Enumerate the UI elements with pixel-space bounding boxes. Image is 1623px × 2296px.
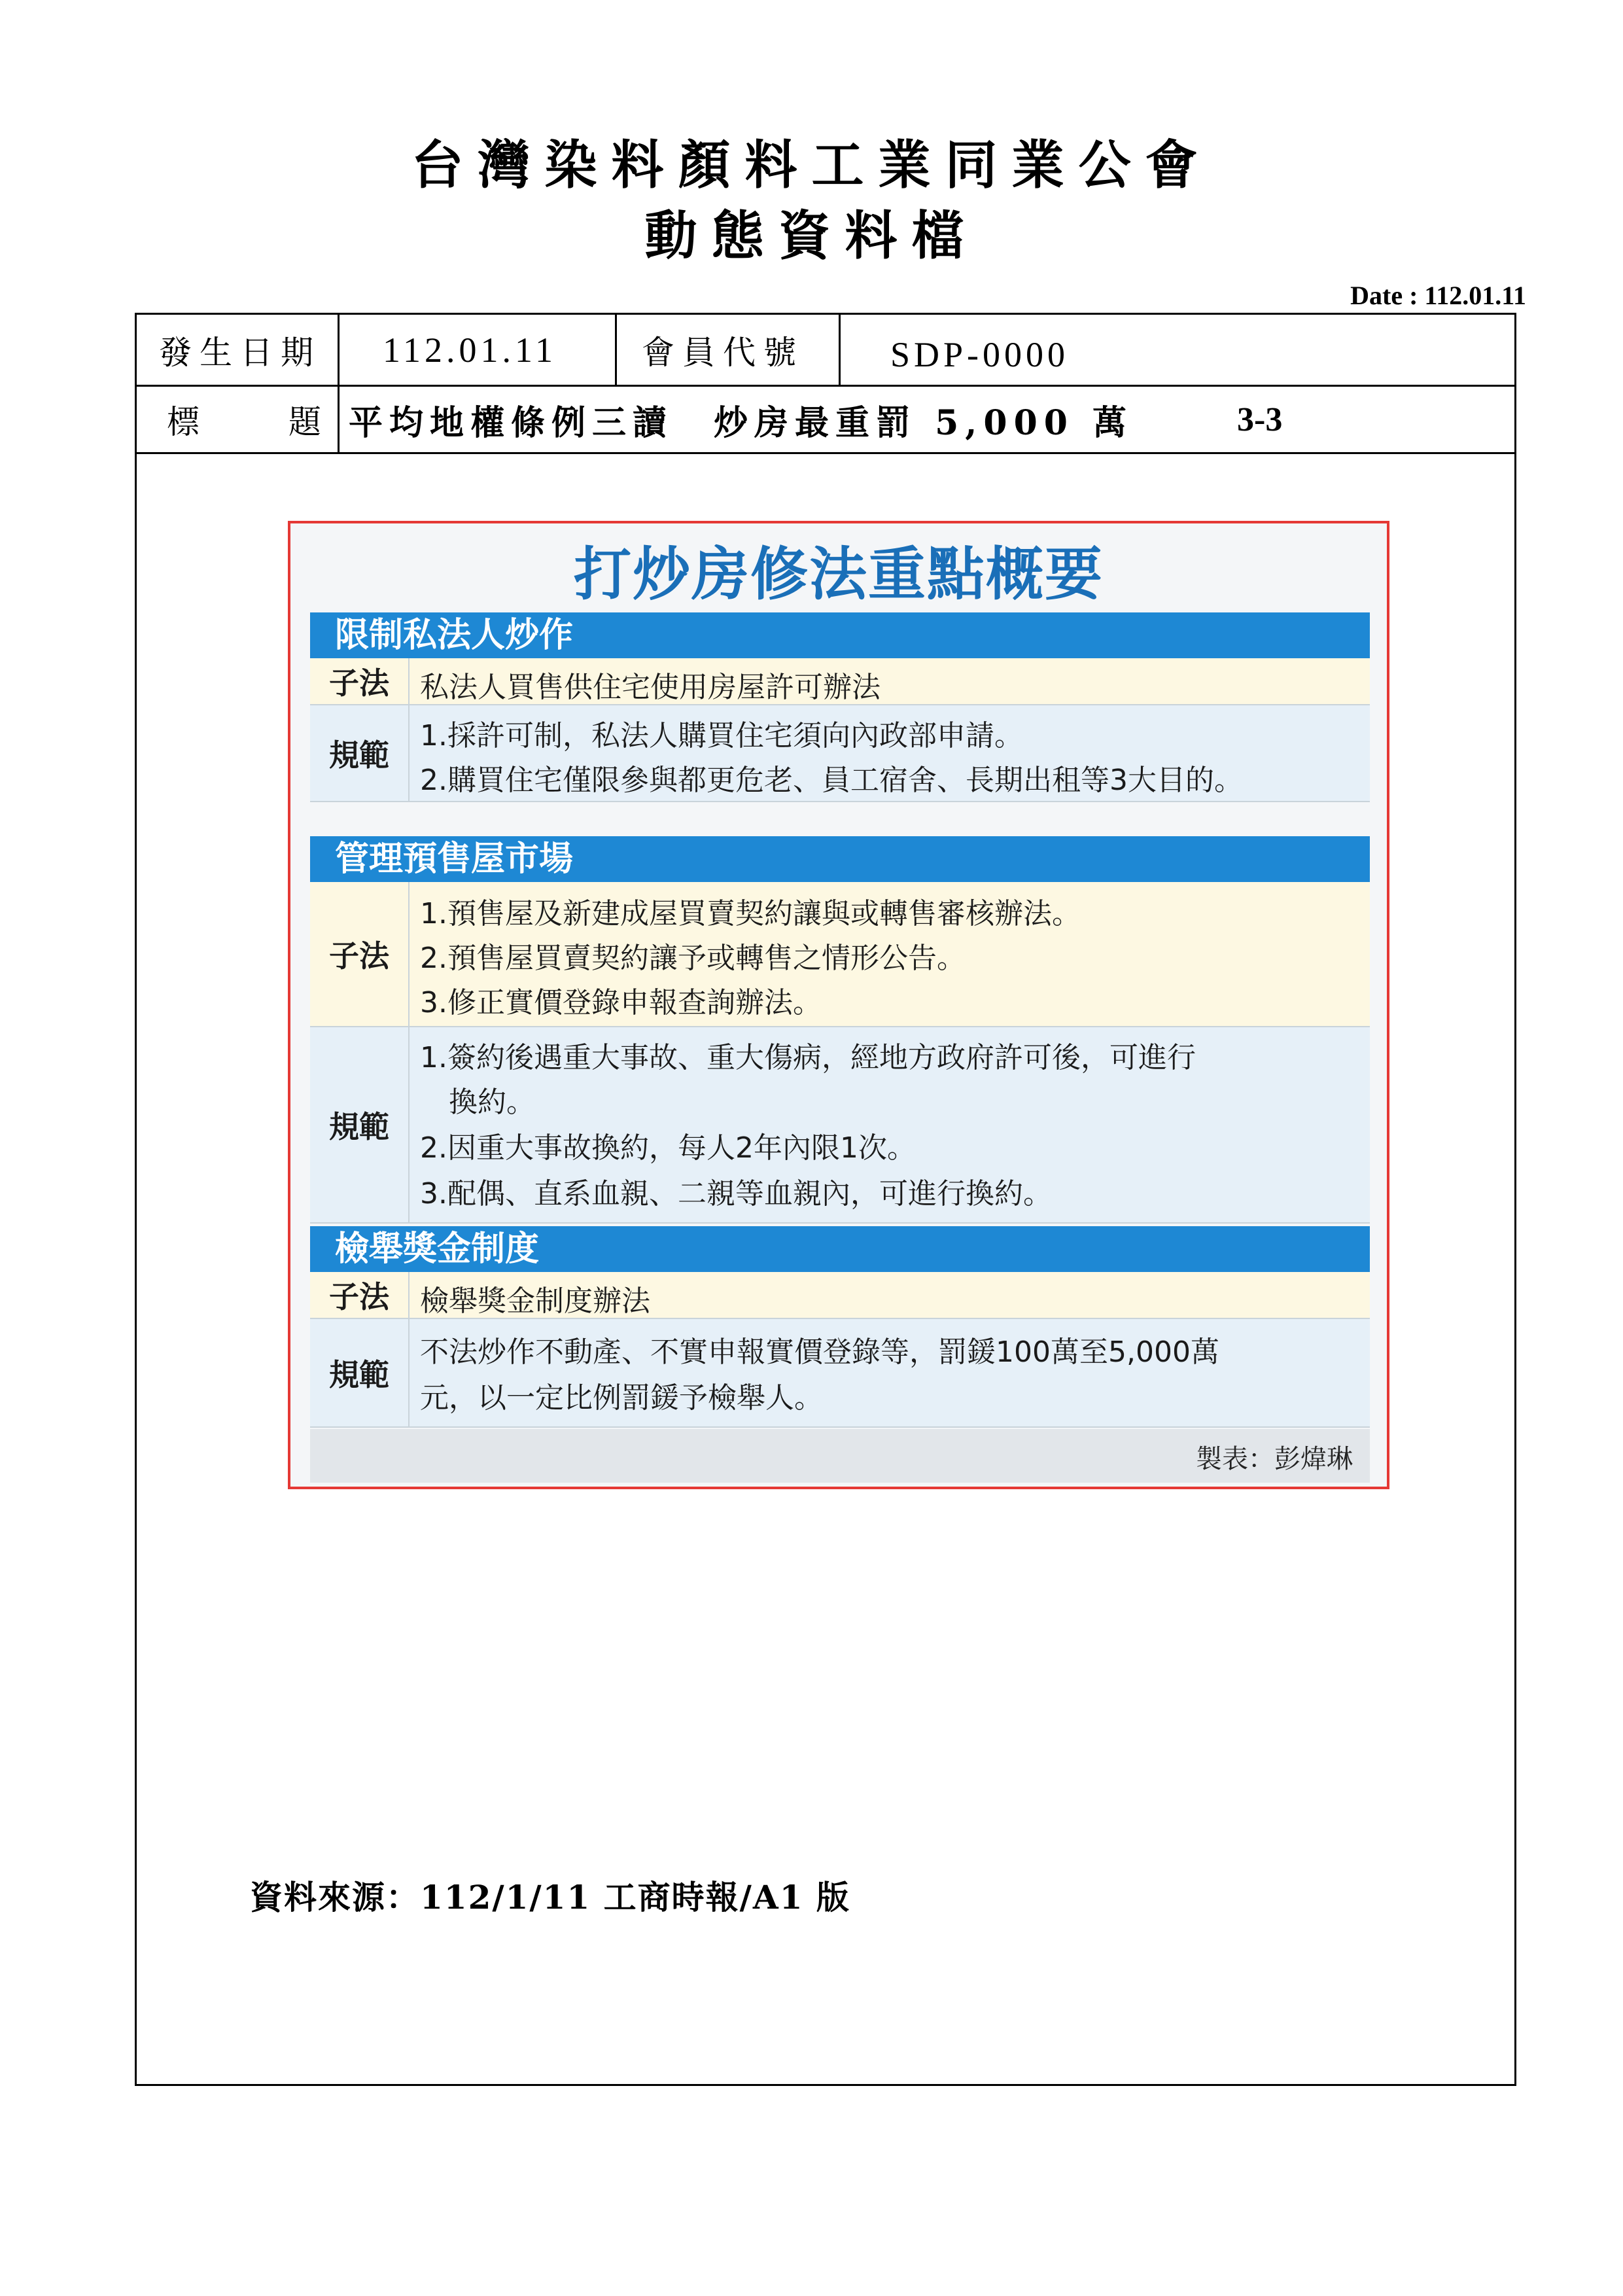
infographic-title: 打炒房修法重點概要 <box>573 540 1104 608</box>
page-marker: 3-3 <box>1237 400 1283 438</box>
row-text <box>420 882 1363 1026</box>
row-line: 2.因重大事故換約，每人2年內限1次。 <box>420 1131 916 1165</box>
member-code-value: SDP-0000 <box>890 334 1070 374</box>
title-value: 平均地權條例三讀 炒房最重罰 5,000 萬 <box>349 402 1134 443</box>
row-text <box>420 1272 1363 1318</box>
row-line: 不法炒作不動產、不實申報實價登錄等，罰鍰100萬至5,000萬 <box>420 1335 1219 1369</box>
row-line: 換約。 <box>449 1086 535 1119</box>
row-key: 規範 <box>310 1027 410 1222</box>
row-key: 規範 <box>310 705 410 801</box>
source-line: 資料來源：112/1/11 工商時報/A1 版 <box>250 1878 850 1916</box>
row-key: 子法 <box>310 1272 410 1318</box>
row-text <box>420 658 1363 704</box>
row-line: 1.簽約後遇重大事故、重大傷病，經地方政府許可後，可進行 <box>420 1041 1196 1074</box>
occur-date-value: 112.01.11 <box>340 315 617 385</box>
org-name: 台灣染料顏料工業同業公會 <box>411 134 1212 196</box>
row-line: 2.預售屋買賣契約讓予或轉售之情形公告。 <box>420 942 966 975</box>
section-row <box>310 1027 1370 1224</box>
section-heading: 限制私法人炒作 <box>310 612 1370 658</box>
section-row <box>310 705 1370 802</box>
section-row <box>310 882 1370 1027</box>
infographic-credit: 製表：彭煒琳 <box>1196 1444 1353 1474</box>
occur-date-label: 發生日期 <box>137 315 340 385</box>
title-label: 標 題 <box>137 387 340 452</box>
section-row <box>310 658 1370 705</box>
row-line: 元，以一定比例罰鍰予檢舉人。 <box>420 1381 823 1415</box>
row-key: 規範 <box>310 1319 410 1426</box>
infographic <box>288 521 1389 1489</box>
row-line: 檢舉獎金制度辦法 <box>420 1284 650 1318</box>
row-key: 子法 <box>310 658 410 704</box>
date-line: Date : 112.01.11 <box>1350 281 1526 310</box>
row-line: 2.購買住宅僅限參與都更危老、員工宿舍、長期出租等3大目的。 <box>420 764 1243 797</box>
row-line: 1.預售屋及新建成屋買賣契約讓與或轉售審核辦法。 <box>420 897 1081 930</box>
row-line: 3.修正實價登錄申報查詢辦法。 <box>420 986 822 1019</box>
row-key: 子法 <box>310 882 410 1026</box>
member-code-label: 會員代號 <box>617 315 841 385</box>
row-text <box>420 1027 1363 1222</box>
doc-type: 動態資料檔 <box>644 205 979 266</box>
section-row <box>310 1319 1370 1428</box>
section-row <box>310 1272 1370 1319</box>
row-line: 1.採許可制，私法人購買住宅須向內政部申請。 <box>420 719 1023 752</box>
row-text <box>420 1319 1363 1426</box>
row-text <box>420 705 1363 801</box>
section-heading: 檢舉獎金制度 <box>310 1226 1370 1272</box>
record-row-date <box>137 315 1514 387</box>
row-line: 3.配偶、直系血親、二親等血親內，可進行換約。 <box>420 1177 1052 1210</box>
row-line: 私法人買售供住宅使用房屋許可辦法 <box>420 671 881 704</box>
record-row-title <box>137 387 1514 454</box>
section-heading: 管理預售屋市場 <box>310 836 1370 882</box>
